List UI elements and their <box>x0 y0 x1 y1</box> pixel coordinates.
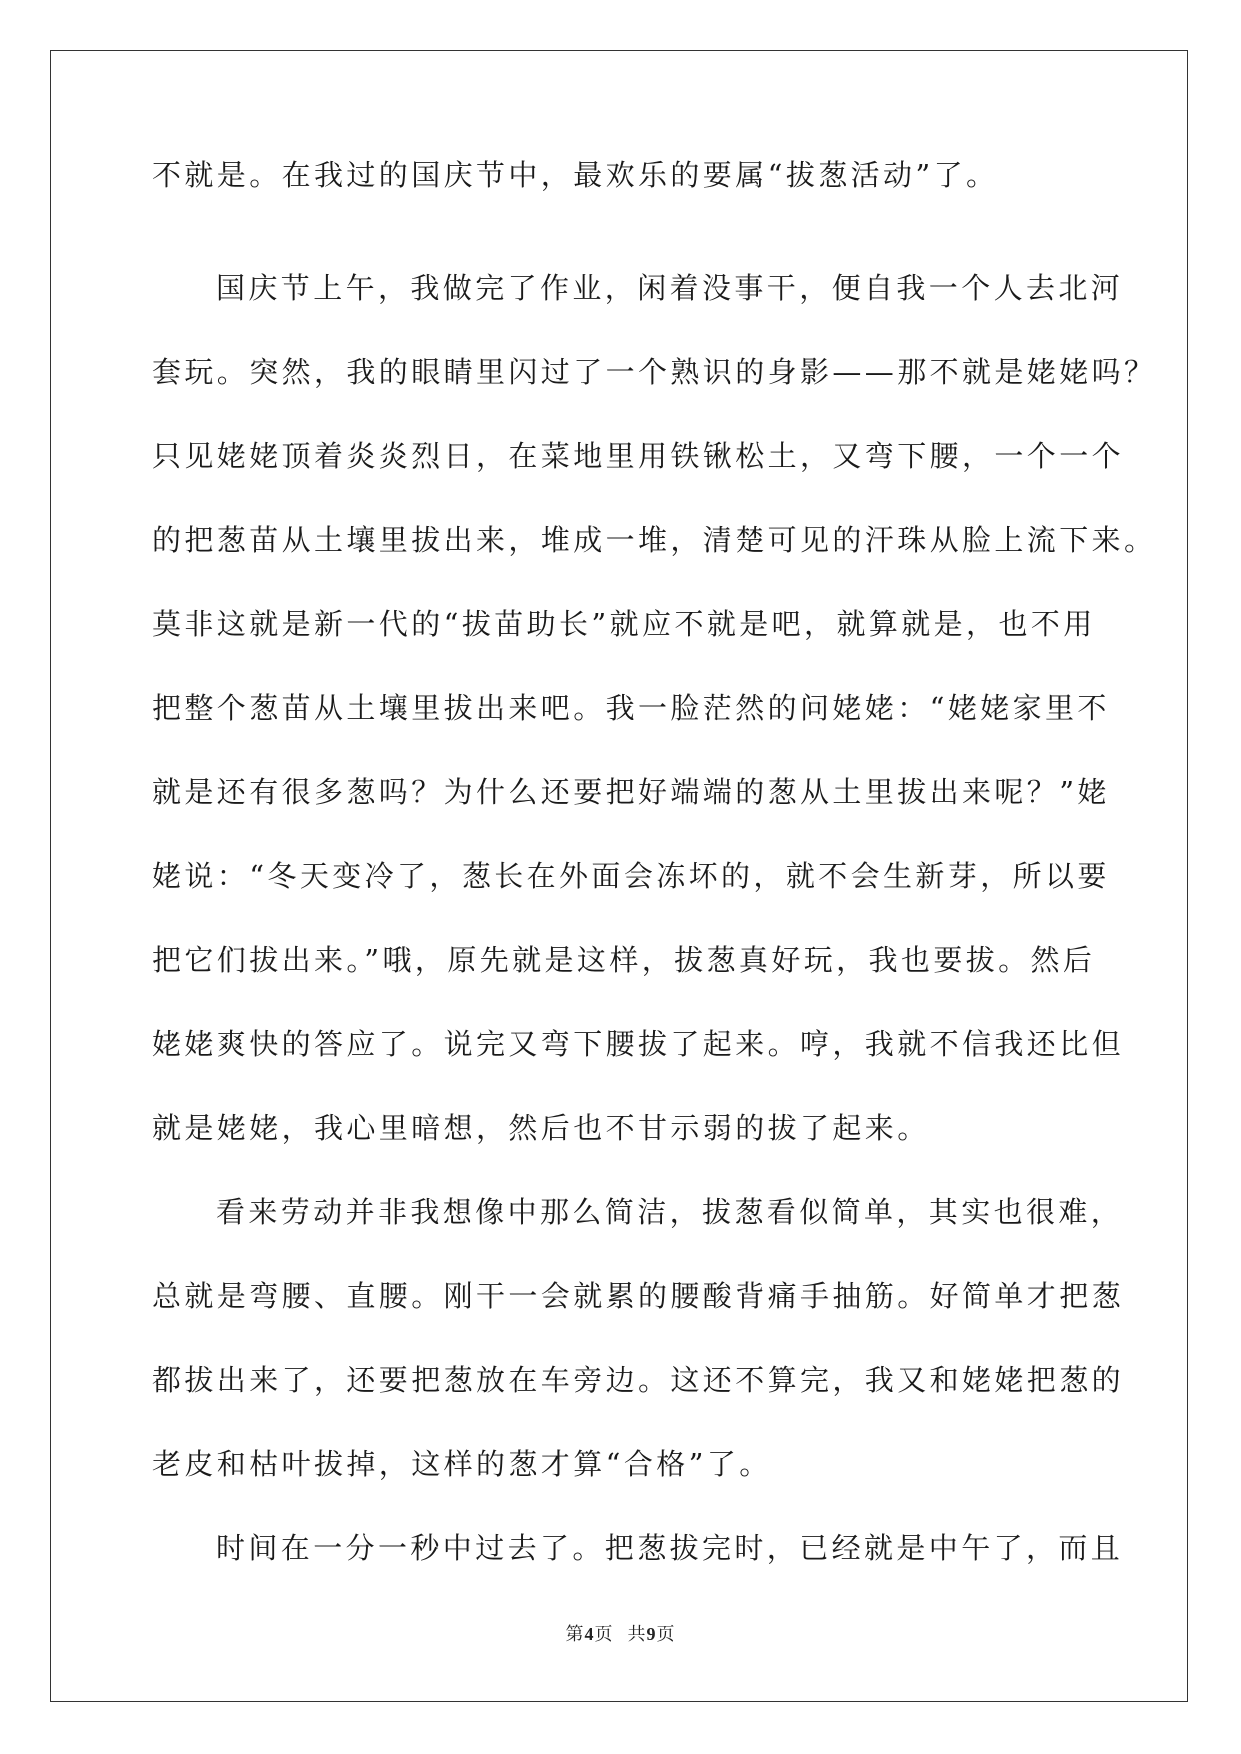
text-line: 的把葱苗从土壤里拔出来，堆成一堆，清楚可见的汗珠从脸上流下来。 <box>152 523 1157 557</box>
text-line: 只见姥姥顶着炎炎烈日，在菜地里用铁锹松土，又弯下腰，一个一个 <box>152 439 1125 473</box>
page-prefix: 第 <box>565 1624 585 1644</box>
text-line: 就是还有很多葱吗？为什么还要把好端端的葱从土里拔出来呢？”姥 <box>152 775 1110 809</box>
text-line: 就是姥姥，我心里暗想，然后也不甘示弱的拔了起来。 <box>152 1111 930 1145</box>
paragraph-start-line: 看来劳动并非我想像中那么简洁，拔葱看似简单，其实也很难， <box>216 1195 1124 1229</box>
text-line: 套玩。突然，我的眼睛里闪过了一个熟识的身影——那不就是姥姥吗？ <box>152 355 1157 389</box>
paragraph-start-line: 国庆节上午，我做完了作业，闲着没事干，便自我一个人去北河 <box>216 271 1124 305</box>
text-line: 把它们拔出来。”哦，原先就是这样，拔葱真好玩，我也要拔。然后 <box>152 943 1096 977</box>
text-line: 姥姥爽快的答应了。说完又弯下腰拔了起来。哼，我就不信我还比但 <box>152 1027 1125 1061</box>
paragraph-start-line: 时间在一分一秒中过去了。把葱拔完时，已经就是中午了，而且 <box>216 1531 1124 1565</box>
total-prefix: 共 <box>627 1624 647 1644</box>
text-line: 把整个葱苗从土壤里拔出来吧。我一脸茫然的问姥姥：“姥姥家里不 <box>152 691 1110 725</box>
page-footer <box>0 1620 1241 1646</box>
document-body <box>152 158 1157 1590</box>
text-line: 老皮和枯叶拔掉，这样的葱才算“合格”了。 <box>152 1447 772 1481</box>
text-line: 莫非这就是新一代的“拔苗助长”就应不就是吧，就算就是，也不用 <box>152 607 1096 641</box>
page-word: 页 <box>594 1624 614 1644</box>
text-line: 姥说：“冬天变冷了，葱长在外面会冻坏的，就不会生新芽，所以要 <box>152 859 1110 893</box>
text-line: 都拔出来了，还要把葱放在车旁边。这还不算完，我又和姥姥把葱的 <box>152 1363 1125 1397</box>
text-line: 不就是。在我过的国庆节中，最欢乐的要属“拔葱活动”了。 <box>152 158 999 192</box>
total-suffix: 页 <box>656 1624 676 1644</box>
total-pages-number: 9 <box>646 1624 657 1644</box>
text-line: 总就是弯腰、直腰。刚干一会就累的腰酸背痛手抽筋。好简单才把葱 <box>152 1279 1125 1313</box>
current-page-number: 4 <box>584 1624 595 1644</box>
